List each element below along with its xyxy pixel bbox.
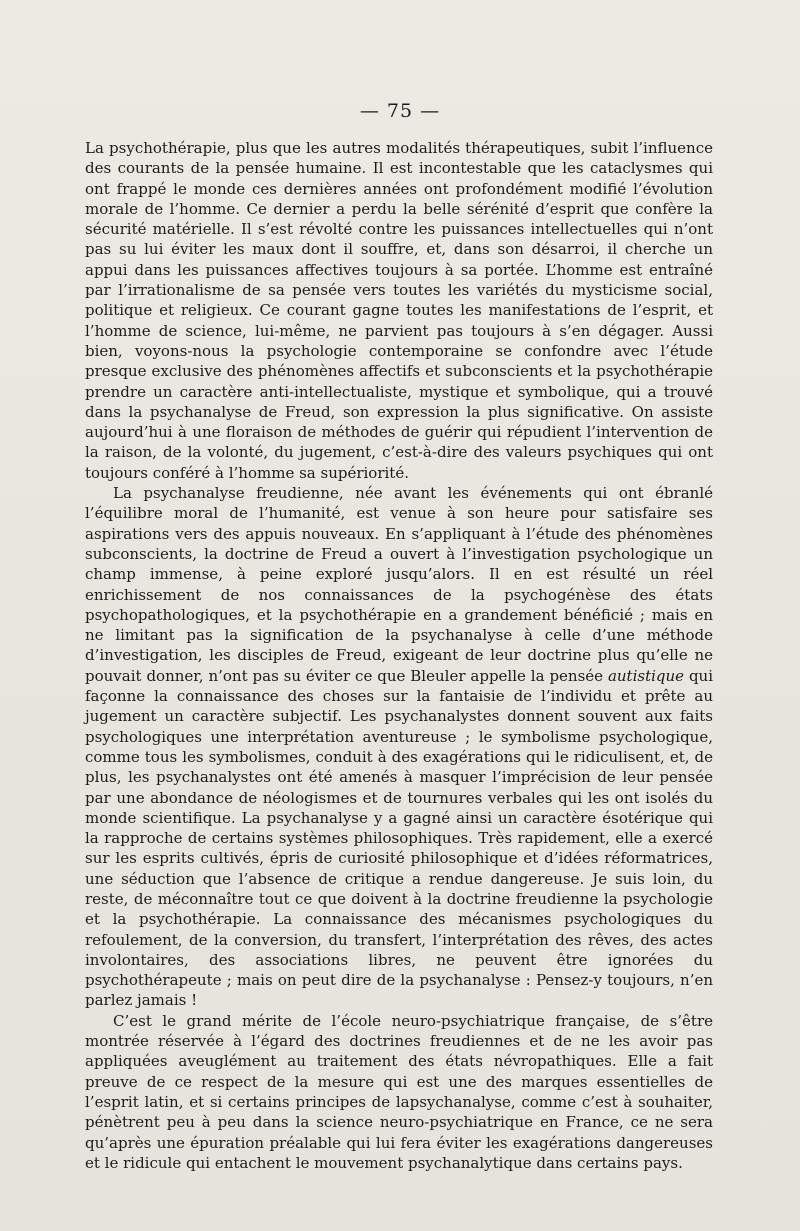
paragraph-1: La psychothérapie, plus que les autres modalités thérapeutiques, subit l’influence des courants de la pensée humaine. Il est incontestable que les cataclysmes qui ont frappé le monde ces dernières années ont profondément modifié l’évolution morale de l’homme. Ce dernier a perdu la belle sérénité d’esprit que confère la sécurité matérielle. Il s’est révolté contre les puissances intellectuelles qui n’ont pas su lui éviter les maux dont il souffre, et, dans son désarroi, il cherche un appui dans les puissances affectives toujours à sa portée. L’homme est entraîné par l’irrationalisme de sa pensée vers toutes les variétés du mysticisme social, politique et religieux. Ce courant gagne toutes les manifestations de l’esprit, et l’homme de science, lui-même, ne parvient pas toujours à s’en dégager. Aussi bien, voyons-nous la psychologie contemporaine se confondre avec l’étude presque exclusive des phénomènes affectifs et subconscients et la psychothérapie prendre un caractère anti-intellectualiste, mystique et symbolique, qui a trouvé dans la psychanalyse de Freud, son expression la plus significative. On assiste aujourd’hui à une floraison de méthodes de guérir qui répudient l’intervention de la raison, de la volonté, du jugement, c’est-à-dire des valeurs psychiques qui ont toujours conféré à l’homme sa supériorité. (85, 139, 713, 482)
paragraph-2-text-before: La psychanalyse freudienne, née avant les événements qui ont ébranlé l’équilibre moral de l’humanité, est venue à son heure pour satisfaire ses aspirations vers des appuis nouveaux. En s’appliquant à l’étude des phénomènes subconscients, la doctrine de Freud a ouvert à l’investigation psychologique un champ immense, à peine exploré jusqu’alors. Il en est résulté un réel enrichissement de nos connaissances de la psychogénèse des états psychopathologiques, et la psychothérapie en a grandement bénéficié ; mais en ne limitant pas la signification de la psychanalyse à celle d’une méthode d’investigation, les disciples de Freud, exigeant de leur doctrine plus qu’elle ne pouvait donner, n’ont pas su éviter ce que Bleuler appelle la pensée (85, 484, 713, 685)
paragraph-3: C’est le grand mérite de l’école neuro-psychiatrique française, de s’être montrée réservée à l’égard des doctrines freudiennes et de ne les avoir pas appliquées aveuglément au traitement des états névropathiques. Elle a fait preuve de ce respect de la mesure qui est une des marques essentielles de l’esprit latin, et si certains principes de lapsychanalyse, comme c’est à souhaiter, pénètrent peu à peu dans la science neuro-psychiatrique en France, ce ne sera qu’après une épuration préalable qui lui fera éviter les exagérations dangereuses et le ridicule qui entachent le mouvement psychanalytique dans certains pays. (85, 1011, 713, 1172)
paragraph-2-text-after: qui façonne la connaissance des choses sur la fantaisie de l’individu et prête au jugement un caractère subjectif. Les psychanalystes donnent souvent aux faits psychologiques une interprétation aventureuse ; le symbolisme psychologique, comme tous les symbolismes, conduit à des exagérations qui le ridiculisent, et, de plus, les psychanalystes ont été amenés à masquer l’imprécision de leur pensée par une abondance de néologismes et de tournures verbales qui les ont isolés du monde scientifique. La psychanalyse y a gagné ainsi un caractère ésotérique qui la rapproche de certains systèmes philosophiques. Très rapidement, elle a exercé sur les esprits cultivés, épris de curiosité philosophique et d’idées réformatrices, une séduction que l’absence de critique a rendue dangereuse. Je suis loin, du reste, de méconnaître tout ce que doivent à la doctrine freudienne la psychologie et la psychothérapie. La connaissance des mécanismes psychologiques du refoulement, de la conversion, du transfert, l’interprétation des rêves, des actes involontaires, des associations libres, ne peuvent être ignorées du psychothérapeute ; mais on peut dire de la psychanalyse : Pensez-y toujours, n’en parlez jamais ! (85, 666, 714, 1010)
page-number: — 75 — (359, 100, 441, 122)
paragraph-2 (85, 483, 713, 1011)
emphasis-autistique: autistique (607, 666, 685, 685)
body-text (85, 138, 713, 1173)
